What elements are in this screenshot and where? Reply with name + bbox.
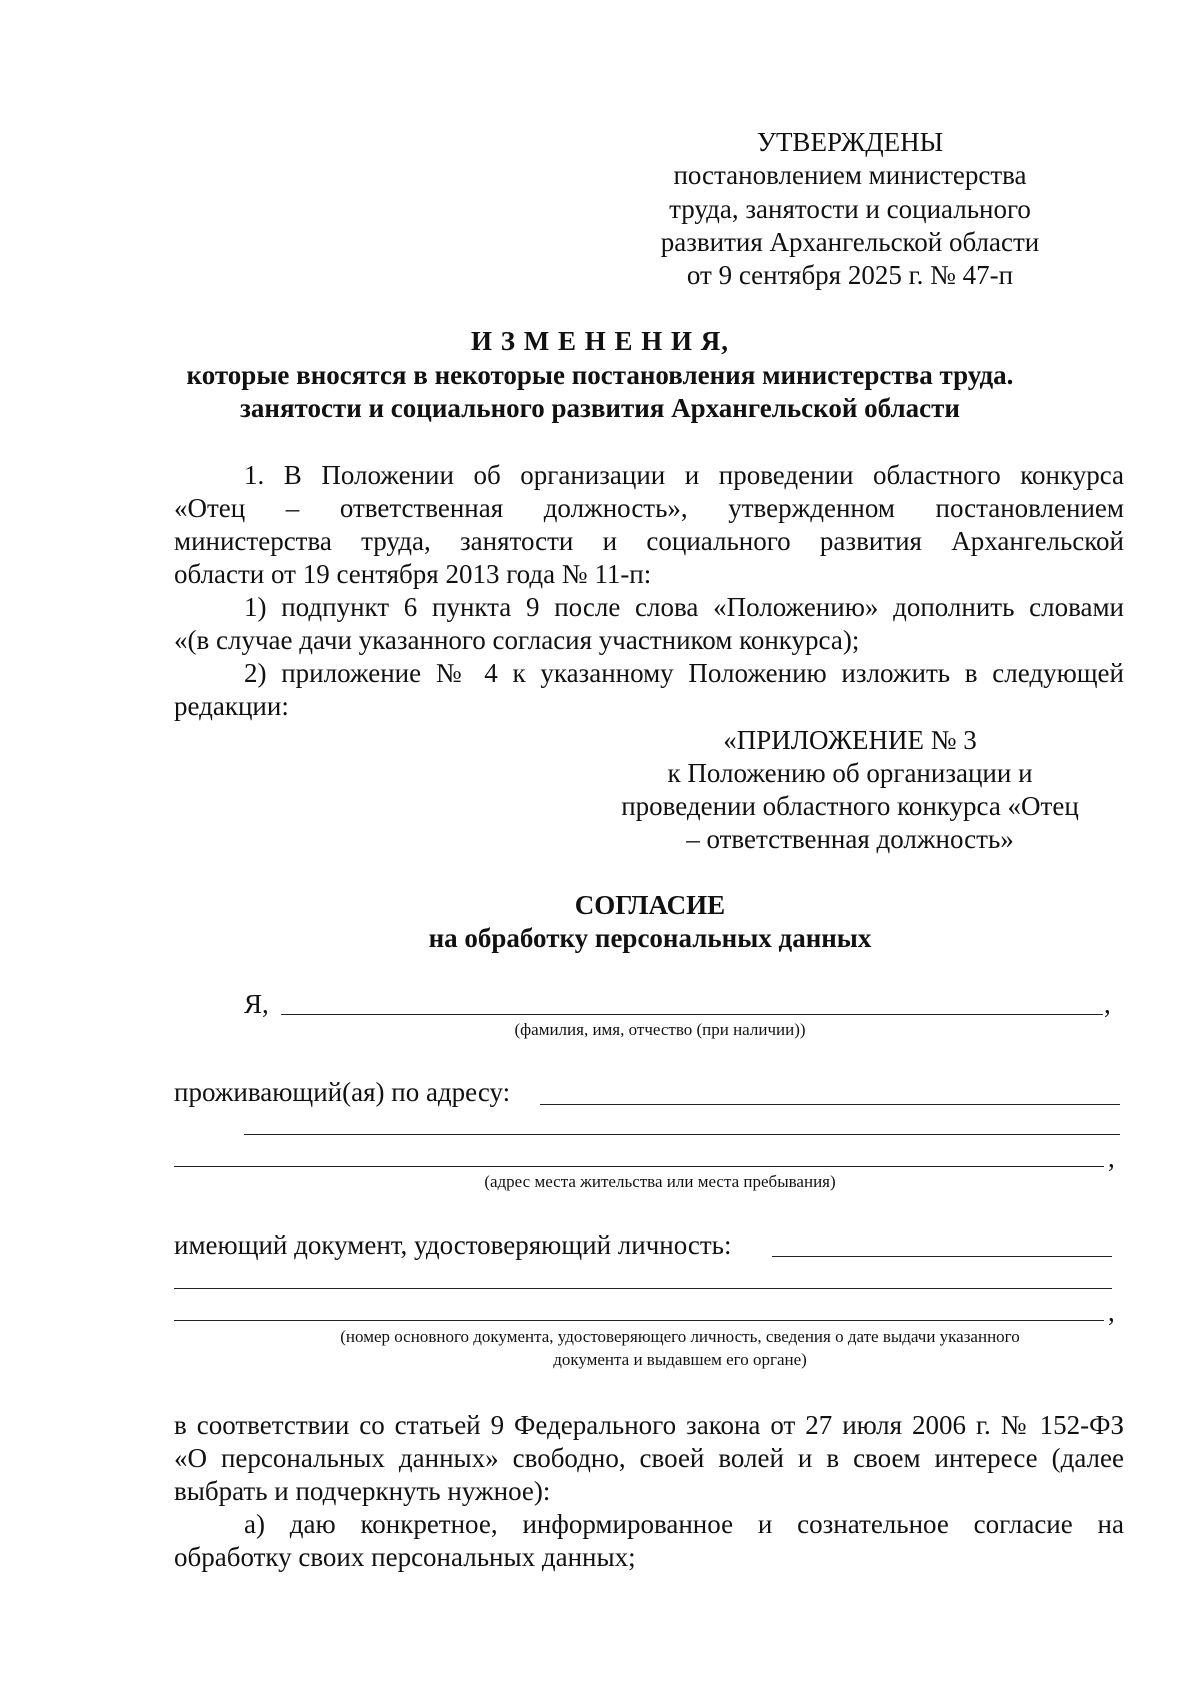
document-field-comma: , xyxy=(1108,1297,1115,1327)
document-field-caption-2: документа и выдавшем его органе) xyxy=(553,1350,807,1369)
document-field-line-3[interactable] xyxy=(174,1320,1104,1321)
changes-subtitle-1: которые вносятся в некоторые постановления министерства труда. xyxy=(186,360,1014,390)
approval-line-3: развития Архангельской области xyxy=(660,227,1040,257)
changes-subtitle-2: занятости и социального развития Архангельской области xyxy=(240,393,960,423)
option-a-line-1: а) даю конкретное, информированное и сознательное согласие на xyxy=(244,1509,1124,1539)
consent-subtitle: на обработку персональных данных xyxy=(428,923,872,953)
appendix-line-3: проведении областного конкурса «Отец xyxy=(621,791,1079,821)
closing-line-1: в соответствии со статьей 9 Федерального закона от 27 июля 2006 г. № 152-ФЗ xyxy=(174,1410,1124,1440)
i-label: Я, xyxy=(244,989,269,1019)
address-field-caption: (адрес места жительства или места пребывания) xyxy=(484,1172,836,1191)
consent-title: СОГЛАСИЕ xyxy=(574,890,726,920)
closing-line-3: выбрать и подчеркнуть нужное): xyxy=(174,1476,551,1506)
changes-title: И З М Е Н Е Н И Я, xyxy=(470,326,729,356)
document-field-line-2[interactable] xyxy=(174,1288,1112,1289)
option-a-line-2: обработку своих персональных данных; xyxy=(174,1542,636,1572)
approval-line-4: от 9 сентября 2025 г. № 47-п xyxy=(686,260,1014,290)
approval-line-2: труда, занятости и социального xyxy=(669,194,1031,224)
closing-line-2: «О персональных данных» свободно, своей волей и в своем интересе (далее xyxy=(174,1443,1124,1473)
address-field-line-1[interactable] xyxy=(540,1104,1120,1105)
name-field-line[interactable] xyxy=(281,1014,1103,1015)
name-field-caption: (фамилия, имя, отчество (при наличии)) xyxy=(514,1020,806,1039)
appendix-line-4: – ответственная должность» xyxy=(686,824,1014,854)
paragraph-1-line-1: 1. В Положении об организации и проведении областного конкурса xyxy=(244,460,1124,490)
document-field-line-1[interactable] xyxy=(772,1256,1112,1257)
appendix-line-2: к Положению об организации и xyxy=(667,758,1033,788)
address-field-line-2[interactable] xyxy=(244,1134,1120,1135)
paragraph-3-line-1: 2) приложение № 4 к указанному Положению изложить в следующей xyxy=(244,658,1124,688)
paragraph-1-line-3: министерства труда, занятости и социального развития Архангельской xyxy=(174,526,1124,556)
document-label: имеющий документ, удостоверяющий личность: xyxy=(174,1230,732,1260)
paragraph-3-line-2: редакции: xyxy=(174,691,289,721)
paragraph-1-line-2: «Отец – ответственная должность», утвержденном постановлением xyxy=(174,493,1124,523)
paragraph-2-line-1: 1) подпункт 6 пункта 9 после слова «Положению» дополнить словами xyxy=(244,592,1124,622)
name-field-comma: , xyxy=(1104,989,1111,1019)
approval-line-1: постановлением министерства xyxy=(673,160,1027,190)
document-field-caption-1: (номер основного документа, удостоверяющего личность, сведения о дате выдачи указанного xyxy=(340,1327,1020,1346)
address-field-comma: , xyxy=(1108,1143,1115,1173)
paragraph-2-line-2: «(в случае дачи указанного согласия участником конкурса); xyxy=(174,625,860,655)
approval-title: УТВЕРЖДЕНЫ xyxy=(756,127,944,157)
address-field-line-3[interactable] xyxy=(174,1166,1104,1167)
address-label: проживающий(ая) по адресу: xyxy=(174,1077,511,1107)
paragraph-1-line-4: области от 19 сентября 2013 года № 11-п: xyxy=(174,559,652,589)
appendix-line-1: «ПРИЛОЖЕНИЕ № 3 xyxy=(723,725,977,755)
